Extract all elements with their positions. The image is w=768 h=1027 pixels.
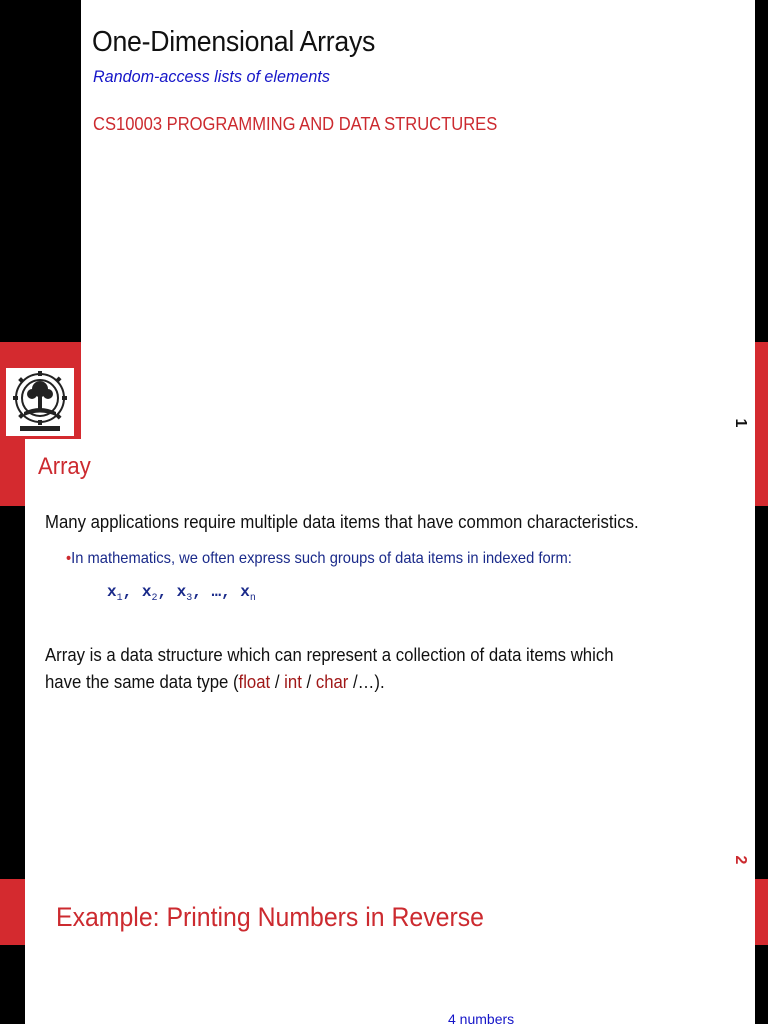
slide2-definition-line1: Array is a data structure which can represent a collection of data items which [45,645,614,665]
slide1-right-black-bar [755,0,768,342]
formula-separator: , [192,583,212,601]
definition-suffix: /…). [348,672,385,692]
type-float: float [238,672,271,692]
slide1-left-black-bar [0,0,81,342]
slide3-right-red-band [755,879,768,945]
formula-var: x [176,583,187,601]
slash: / [270,672,285,692]
formula-sub-2: 2 [151,593,158,605]
indexed-form-formula [107,583,256,604]
slide2-right-black-bar [755,506,768,879]
formula-sub-1: 1 [116,593,123,605]
slide2-left-red-band [0,439,25,506]
slide2-bullet-text: In mathematics, we often express such groups of data items in indexed form: [71,550,572,567]
formula-separator: , [122,583,142,601]
type-char: char [315,672,349,692]
formula-var: x [107,583,117,601]
formula-separator: , [221,583,241,601]
iit-kharagpur-logo-icon [6,368,74,436]
formula-sub-3: 3 [186,593,193,605]
slide3-right-black-bar [755,945,768,1024]
slide3-left-black-bar [0,945,25,1024]
slide2-intro-text: Many applications require multiple data items that have common characteristics. [45,512,639,532]
slide2-bullet-item [66,550,572,568]
slide1-right-red-bar [755,342,768,506]
slide3-left-red-band [0,879,25,945]
bullet-dot-icon: • [66,550,72,567]
formula-separator: , [157,583,177,601]
slide1-course-name: CS10003 PROGRAMMING AND DATA STRUCTURES [93,114,498,134]
slide2-definition-line2 [45,672,385,693]
formula-sub-n: n [249,593,256,605]
slide3-annotation: 4 numbers [448,1011,515,1027]
slash: / [301,672,316,692]
slide1-number: 1 [732,418,749,428]
slide2-title: Array [38,453,91,480]
definition-prefix: have the same data type ( [45,672,239,692]
formula-var: x [141,583,152,601]
slide1-title: One-Dimensional Arrays [92,26,376,58]
slide2-number: 2 [732,855,749,865]
slide1-subtitle: Random-access lists of elements [93,67,330,86]
formula-ellipsis: … [211,583,222,601]
type-int: int [284,672,302,692]
slide3-title: Example: Printing Numbers in Reverse [56,902,484,932]
formula-var: x [240,583,250,601]
